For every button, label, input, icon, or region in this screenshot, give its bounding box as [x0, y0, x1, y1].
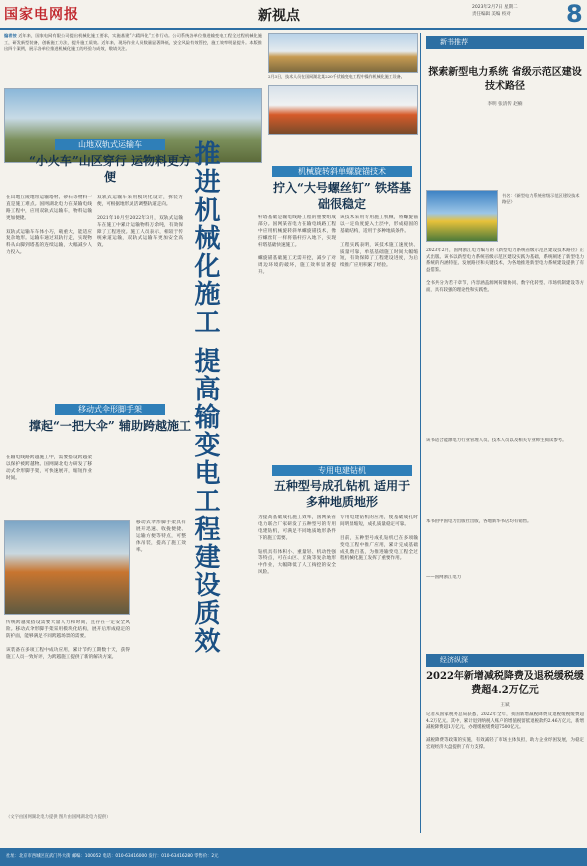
right-top-byline: 李明 张清传 赵楠: [487, 102, 523, 107]
header-meta: 2023年2月7日 星期二 责任编辑 美编 校对: [472, 5, 518, 17]
right-bottom-author: 王斌: [500, 703, 510, 708]
book-caption: 书名：《新型电力系统省级示范区建设技术路径》: [502, 193, 580, 204]
editor-note-label: 编者按: [4, 33, 17, 38]
story2-band: 移动式伞形脚手架: [55, 404, 165, 415]
story3-col1: 杆塔基础是输电线路工程的重要组成部分。国网某省电力在输电线路工程中应用机械旋转斜单螺旋锚技术，像拧螺丝钉一样将锚杆拧入地下，实现杆塔基础快速施工。 螺旋锚基础施工无需开挖，减少了对周边环境的破坏，施工效率显著提升。: [258, 215, 336, 276]
newspaper-logo: 国家电网报: [4, 7, 79, 23]
editor-note-text: 近年来，国家电网有限公司提出机械化施工要求，实施基建“六精四化”工作行动。公司系统各单位推进输变电工程全过程机械化施工，研发新型装备，创新施工方法，提升施工质效。近年来，现场作业人员数量显著降低，安全风险有效管控，施工效率明显提升。本版推出四个案例，展示各单位推进机械化施工的经验与成效，敬请关注。: [4, 33, 262, 51]
photo-caption-top: 2月3日，技术人员在国网湖北某220千伏输变电工程中操作机械化施工设备。: [268, 74, 405, 79]
right-top-body1: 2023年2月，国网浙江电力编写的《新型电力系统省级示范区建设技术路径》正式出版。该书以新型电力系统省级示范区建设实践为基础，系统阐述了新型电力系统的内涵特征、发展路径和关键技术，为各地推进新型电力系统建设提供了有益借鉴。 全书共分为若干章节，内容涵盖源网荷储协同、数字化转型、市场机制建设等方面，具有较强的理论性和实践性。: [426, 248, 584, 293]
photo-construction-site: [268, 33, 418, 73]
photo-screw-anchor: [268, 85, 418, 135]
right-top-body4: ——国网浙江电力: [426, 575, 462, 580]
story4-band: 专用电建钻机: [272, 465, 412, 476]
section-name: 新视点: [258, 8, 300, 24]
story2-col-small: 移动式伞形脚手架具有展开迅速、收拢便捷、运输方便等特点，可整体吊装，提高了施工效率。: [136, 520, 186, 553]
masthead: [0, 0, 587, 30]
footnote: （文字由国网湖北电力提供 图片由国网湖北电力提供）: [6, 815, 111, 820]
story2-col2: 传统跨越架搭设需要大量人力和时间，且存在一定安全风险。移动式伞形脚手架采用模块化结构，展开后形成稳定的防护面，能够满足不同跨越场景的需要。 该装备在多项工程中成功应用，累计节约工期数十天，获得施工人员一致好评，为跨越施工提供了新的解决方案。: [6, 620, 130, 660]
right-top-body3: 本书由中国电力出版社出版，各地新华书店均有销售。: [426, 519, 532, 524]
page-number: 8: [566, 0, 583, 28]
right-top-tag: 新书推荐: [426, 36, 584, 49]
story1-band: 山地双轨式运输车: [55, 139, 165, 150]
story1-col2: 双轨式运输车采用模块化设计，拆装方便，可根据地形灵活调整轨道走向。 2021年10月至2022年3月，双轨式运输车在施工中累计运输物料万余吨，有效保障了工程进度。施工人员表示，相较于传统索道运输，双轨式运输车更加安全高效。: [97, 195, 183, 249]
right-bottom-body: 记者从国家税务总局获悉，2022年全年，我国新增减税降费及退税缓税缓费超4.2万亿元。其中，累计退到纳税人账户的增值税留抵退税款约2.46万亿元，新增减税降费超1万亿元，办理缓税缓费超7500亿元。 减税降费等政策的实施，有效减轻了市场主体负担，助力企业纾困发展，为稳定宏观经济大盘提供了有力支撑。: [426, 712, 584, 750]
story2-headline: 撑起“一把大伞” 辅助跨越施工: [29, 419, 191, 433]
story1-col1: 在山地丘陵地带运输塔材、砂石等物料一直是施工难点。国网湖北电力在某输电线路工程中，应用双轨式运输车，物料运输更加便捷。 双轨式运输车车体小巧，载重大，能适应复杂地形。运输车通过双轨行走，实现物料从山脚到塔基的连续运输，大幅减少人力投入。: [6, 195, 92, 256]
main-title: 推进机械化施工 提高输变电工程建设质效: [190, 140, 220, 656]
story3-band: 机械旋转斜单螺旋锚技术: [272, 166, 412, 177]
right-top-headline: 探索新型电力系统 省级示范区建设技术路径: [428, 67, 582, 92]
footer: 社址：北京市西城区宣武门外大街 邮编：100052 电话：010-63416000 发行：010-63416280 零售价：2元: [0, 848, 587, 866]
story2-col1: 在输电线路跨越施工中，需要搭设跨越架以保护被跨越物。国网湖北电力研发了移动式伞形脚手架，可快速展开，缩短作业时间。: [6, 455, 92, 481]
story4-col1: 为提高基础成孔施工效率，国网某省电力联合厂家研发了五种型号的专用电建钻机，可满足不同地质地形条件下的施工需要。 钻机具有体积小、重量轻、机动性强等特点，可在山区、丘陵等复杂地形中作业，大幅降低了人工掏挖的安全风险。: [258, 515, 336, 576]
story4-headline: 五种型号成孔钻机 适用于多种地质地形: [273, 479, 411, 509]
right-bottom-headline: 2022年新增减税降费及退税缓税缓费超4.2万亿元: [426, 671, 584, 696]
story3-headline: 拧入“大号螺丝钉” 铁塔基础很稳定: [273, 181, 411, 211]
story1-headline: “小火车”山区穿行 运物料更方便: [29, 154, 191, 184]
right-top-body2: 该书适合能源电力行业管理人员、技术人员以及相关专业师生阅读参考。: [426, 438, 567, 443]
story4-col2: 专用电建钻机的应用，使基础成孔时间明显缩短，成孔质量稳定可靠。 目前，五种型号成孔钻机已在多项输变电工程中推广应用，累计完成基础成孔数百基，为推进输变电工程全过程机械化施工发挥了重要作用。: [340, 515, 418, 562]
editor-note: [4, 33, 262, 87]
story3-col2: 该技术采用专用施工机械，将螺旋锚以一定角度旋入土层中，形成稳固的基础结构，适用于多种地质条件。 工程实践表明，该技术施工速度快、质量可靠，单基基础施工时间大幅缩短，有效保障了工程建设进度，为后续推广应用积累了经验。: [340, 215, 418, 269]
photo-scaffold: [4, 520, 130, 615]
column-divider: [420, 33, 421, 833]
right-bottom-tag: 经济纵深: [426, 654, 584, 667]
book-cover: [426, 190, 498, 242]
